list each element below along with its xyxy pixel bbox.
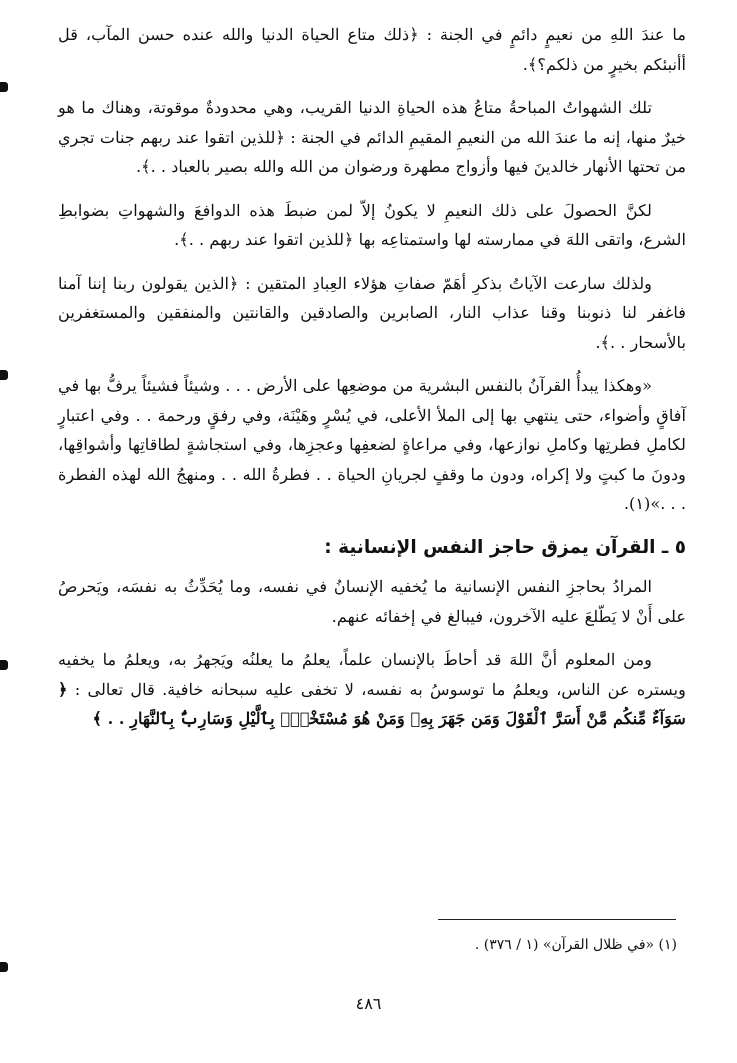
footnote: (١) «في ظلال القرآن» (١ / ٣٧٦) . <box>474 937 677 953</box>
paragraph-4: ولذلك سارعت الآياتُ بذكرِ أهَمّ صفاتِ هؤلاء العِبادِ المتقين : ﴿الذين يقولون ربنا إننا آمنا فاغفر لنا ذنوبنا وقنا عذاب النار، الصابرين والصادقين والقانتين والمنفقين والمستغفرين بالأسحار . .﴾. <box>58 273 686 352</box>
page-number: ٤٨٦ <box>355 994 382 1013</box>
quran-verse: ﴿ سَوَآءٌ مِّنكُم مَّنْ أَسَرَّ ٱلْقَوْلَ وَمَن جَهَرَ بِهِۦ وَمَنْ هُوَ مُسْتَخْفٍۭ بِٱلَّيْلِ وَسَارِبٌۢ بِٱلنَّهَارِ . . ﴾ <box>58 679 686 728</box>
margin-mark-2 <box>0 370 8 380</box>
paragraph-7-text: ومن المعلوم أنَّ اللهَ قد أحاطَ بالإنسان علماً، يعلمُ ما يعلنُه ويَجهرُ به، ويعلمُ ما يخفيه ويستره عن الناس، ويعلمُ ما توسوسُ به نفسه، لا تخفى عليه سبحانه خافية. قال تعالى : <box>58 650 686 699</box>
footnote-divider <box>438 919 676 920</box>
paragraph-2: تلك الشهواتُ المباحةُ متاعُ هذه الحياةِ الدنيا القريب، وهي محدودةٌ موقوتة، وهناك ما هو خيرٌ منها، إنه ما عندَ الله من النعيمِ المقيمِ الدائم في الجنة : ﴿للذين اتقوا عند ربهم جنات تجري من تحتها الأنهار خالدينَ فيها وأزواج مطهرة ورضوان من الله والله بصير بالعباد . .﴾. <box>58 98 686 176</box>
margin-mark-3 <box>0 660 8 670</box>
section-heading: ٥ ـ القرآن يمزق حاجز النفس الإنسانية : <box>324 536 686 558</box>
paragraph-5-quote: «وهكذا يبدأُ القرآنُ بالنفس البشرية من موضعِها على الأرض . . . وشيئاً فشيئاً يرفُّ بها في آفاقٍ وأضواء، حتى ينتهي بها إلى الملأ الأعلى، في يُسْرٍ وهَيْنَة، وفي رفقٍ ورحمة . . وفي اعتبارٍ لكاملِ فطرتِها وكاملِ نوازعها، وفي مراعاةٍ لضعفِها وعجزِها، وفي استجاشةٍ لطاقاتِها وأشواقِها، ودونَ ما كبتٍ ولا إكراه، ودون ما وقفٍ لجريانِ الحياة . . فطرةُ الله . . ومنهجُ الله لهذه الفطرة . . .»(١). <box>58 376 686 513</box>
margin-mark-4 <box>0 962 8 972</box>
paragraph-1: ما عندَ اللهِ من نعيمٍ دائمٍ في الجنة : ﴿ذلك متاع الحياة الدنيا والله عنده حسن المآب، قل أأنبئكم بخيرٍ من ذلكم؟﴾. <box>58 25 686 74</box>
paragraph-3: لكنَّ الحصولَ على ذلك النعيمِ لا يكونُ إلاّ لمن ضبطَ هذه الدوافعَ والشهواتِ بضوابطِ الشرع، واتقى اللهَ في ممارسته لها واستمتاعِه بها ﴿للذين اتقوا عند ربهم . .﴾. <box>58 200 686 249</box>
margin-mark-1 <box>0 82 8 92</box>
paragraph-6: المرادُ بحاجزِ النفس الإنسانية ما يُخفيه الإنسانُ في نفسه، وما يُحَدِّثُ به نفسَه، ويَحرصُ على أَنْ لا يَطّلعَ عليه الآخرون، فيبالغ في إخفائه عنهم. <box>58 577 686 626</box>
page-body <box>58 20 686 748</box>
paragraph-7 <box>58 645 686 734</box>
